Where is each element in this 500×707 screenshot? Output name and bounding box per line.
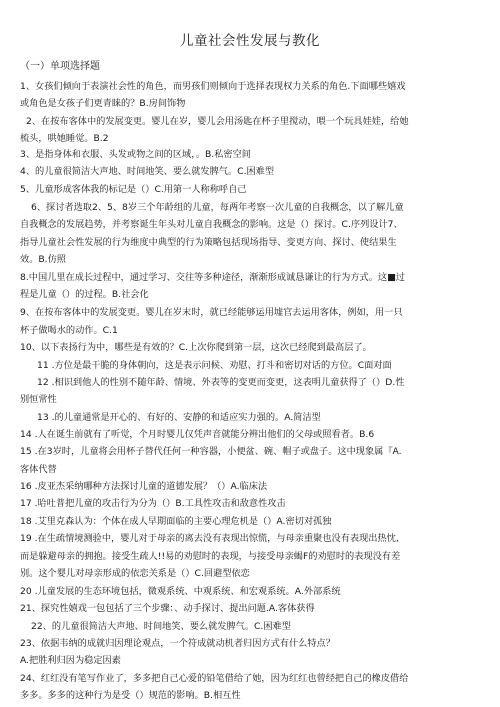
text-line: 3、是指身体和衣服、头发或物之间的区域，。B.私密空间 [20, 149, 251, 160]
text-line: 15 .在3岁时，儿童将会用杯子替代任何一种容器，小便盆、碗、帽子或盘子。这中现象属『A. [20, 446, 402, 457]
text-line: 21、探究性嬉戏一包包括了三个步骤：、动手探讨、提出问题.A.客体获得 [20, 603, 315, 614]
text-line: 指导儿童社会性发展的行为维度中典型的行为策略包括现场指导、变更方向、探讨、使结果生 [20, 237, 397, 248]
text-line: 9、在按布客体中的发展变更。婴儿在岁末时，就已经能够运用墟官去运用客体，例如，用一只 [20, 307, 403, 318]
text-line: 16 .皮亚杰采纳哪种方法探讨儿童的道德发展？（）A.临床法 [20, 481, 268, 492]
text-line: 别恒常性 [20, 394, 57, 405]
text-line: 14 .人在诞生前就有了听觉，个月时婴儿仅凭声音就能分辨出他们的父母或照看者。B.6 [20, 429, 375, 440]
text-line: 1、女孩们倾向于表演社会性的角色，而男孩们则倾向于选择表现权力关系的角色.下面哪些嬉戏 [20, 81, 406, 92]
text-line: 24、红红没有笔写作业了，多多把自己心爱的铅笔借给了她，因为红红也曾经把自己的橡皮借给 [20, 673, 409, 684]
text-line: 客体代替 [20, 464, 57, 475]
text-line: 20 .儿童发展的生态环境包括，微观系统、中观系统、和宏观系统。A.外部系统 [20, 586, 341, 597]
text-line: 4、的儿童很简洁大声地、时间地笑、要么就发脾气。C.困难型 [20, 166, 275, 177]
text-line: 22、的儿童很简洁大声地、时间地笑、要么就发脾气。C.困难型 [31, 621, 291, 632]
text-line: 效。B.仿照 [20, 254, 66, 265]
text-line: 或角色是女孩子们更青睐的？B.房间饰物 [20, 98, 186, 109]
text-line: 10、以下表扬行为中，哪些是有效的？C.上次你爬到第一层，这次已经爬到最高层了。 [20, 342, 372, 353]
text-line: 而是躲避母亲的拥抱。接受生疏人!!易的劝慰时的表现，与接受母亲蝎F的劝慰时的表现没有差 [20, 551, 401, 562]
text-line: 2、在按布客体中的发展变更。婴儿在岁，婴儿会用汤匙在杯子里搅动，喂一个玩具娃娃，给她 [26, 116, 409, 127]
text-line: 13 .的儿童通常是开心的、有好的、安静的和适应实力强的。A.简洁型 [37, 412, 321, 423]
text-line: 12 .相识到他人的性别不随年龄、情境、外表等的变更而变更，这表明儿童获得了（）D.性 [37, 377, 405, 388]
text-line: 18 .艾里克森认为：个体在成人早期面临的主要心理危机是（）A.密切对孤独 [20, 516, 332, 527]
text-line: 19 .在生疏情境测验中，婴儿对于母亲的离去没有表现出惊慌，与母亲重聚也没有表现出热忱, [20, 533, 399, 544]
text-line: 11 .方位是最干脆的身体朝向，这是表示问候、劝慰、打斗和密切对话的方位。C面对面 [37, 360, 392, 371]
text-line: A.把胜利归因为稳定因素 [20, 655, 121, 666]
text-line: 别。这个婴儿对母亲形成的依恋关系是（）C.回避型依恋 [20, 568, 250, 579]
text-line: 23、依据韦纳的成就归因理论观点，一个符成就动机者归因方式有什么特点？ [20, 638, 335, 649]
text-line: 5、儿童形成客体我的标记是（）C.用第一人称称呼自己 [20, 184, 247, 195]
section-heading: （一）单项选择题 [20, 61, 100, 72]
text-line: 多多。多多的这种行为是受（）规范的影响。B.相互性 [20, 690, 241, 701]
text-line: 杯子做喝水的动作。C.1 [20, 325, 118, 336]
text-line: 自我概念的发展趋势，并考察诞生年头对儿童自我概念的影响。这是（）探讨。C.序列设计7、 [20, 219, 403, 230]
text-line: 程是儿童（）的过程。B.社会化 [20, 289, 149, 300]
text-line: 6、探讨者选取2、5、8岁三个年龄组的儿童，每两年考察一次儿童的自我概念，以了解儿童 [31, 202, 404, 213]
text-line: 17 .哈吐普把儿童的攻击行为分为（）B.工具性攻击和敌意性攻击 [20, 498, 286, 509]
text-line: 梳头，哄她睡觉。B.2 [20, 133, 109, 144]
text-line: 8.中国儿里在成长过程中，通过学习、交往等多种途径，渐渐形成诚恳谦让的行为方式。这■过 [20, 272, 405, 283]
document-title: 儿童社会性发展与教化 [180, 33, 320, 49]
